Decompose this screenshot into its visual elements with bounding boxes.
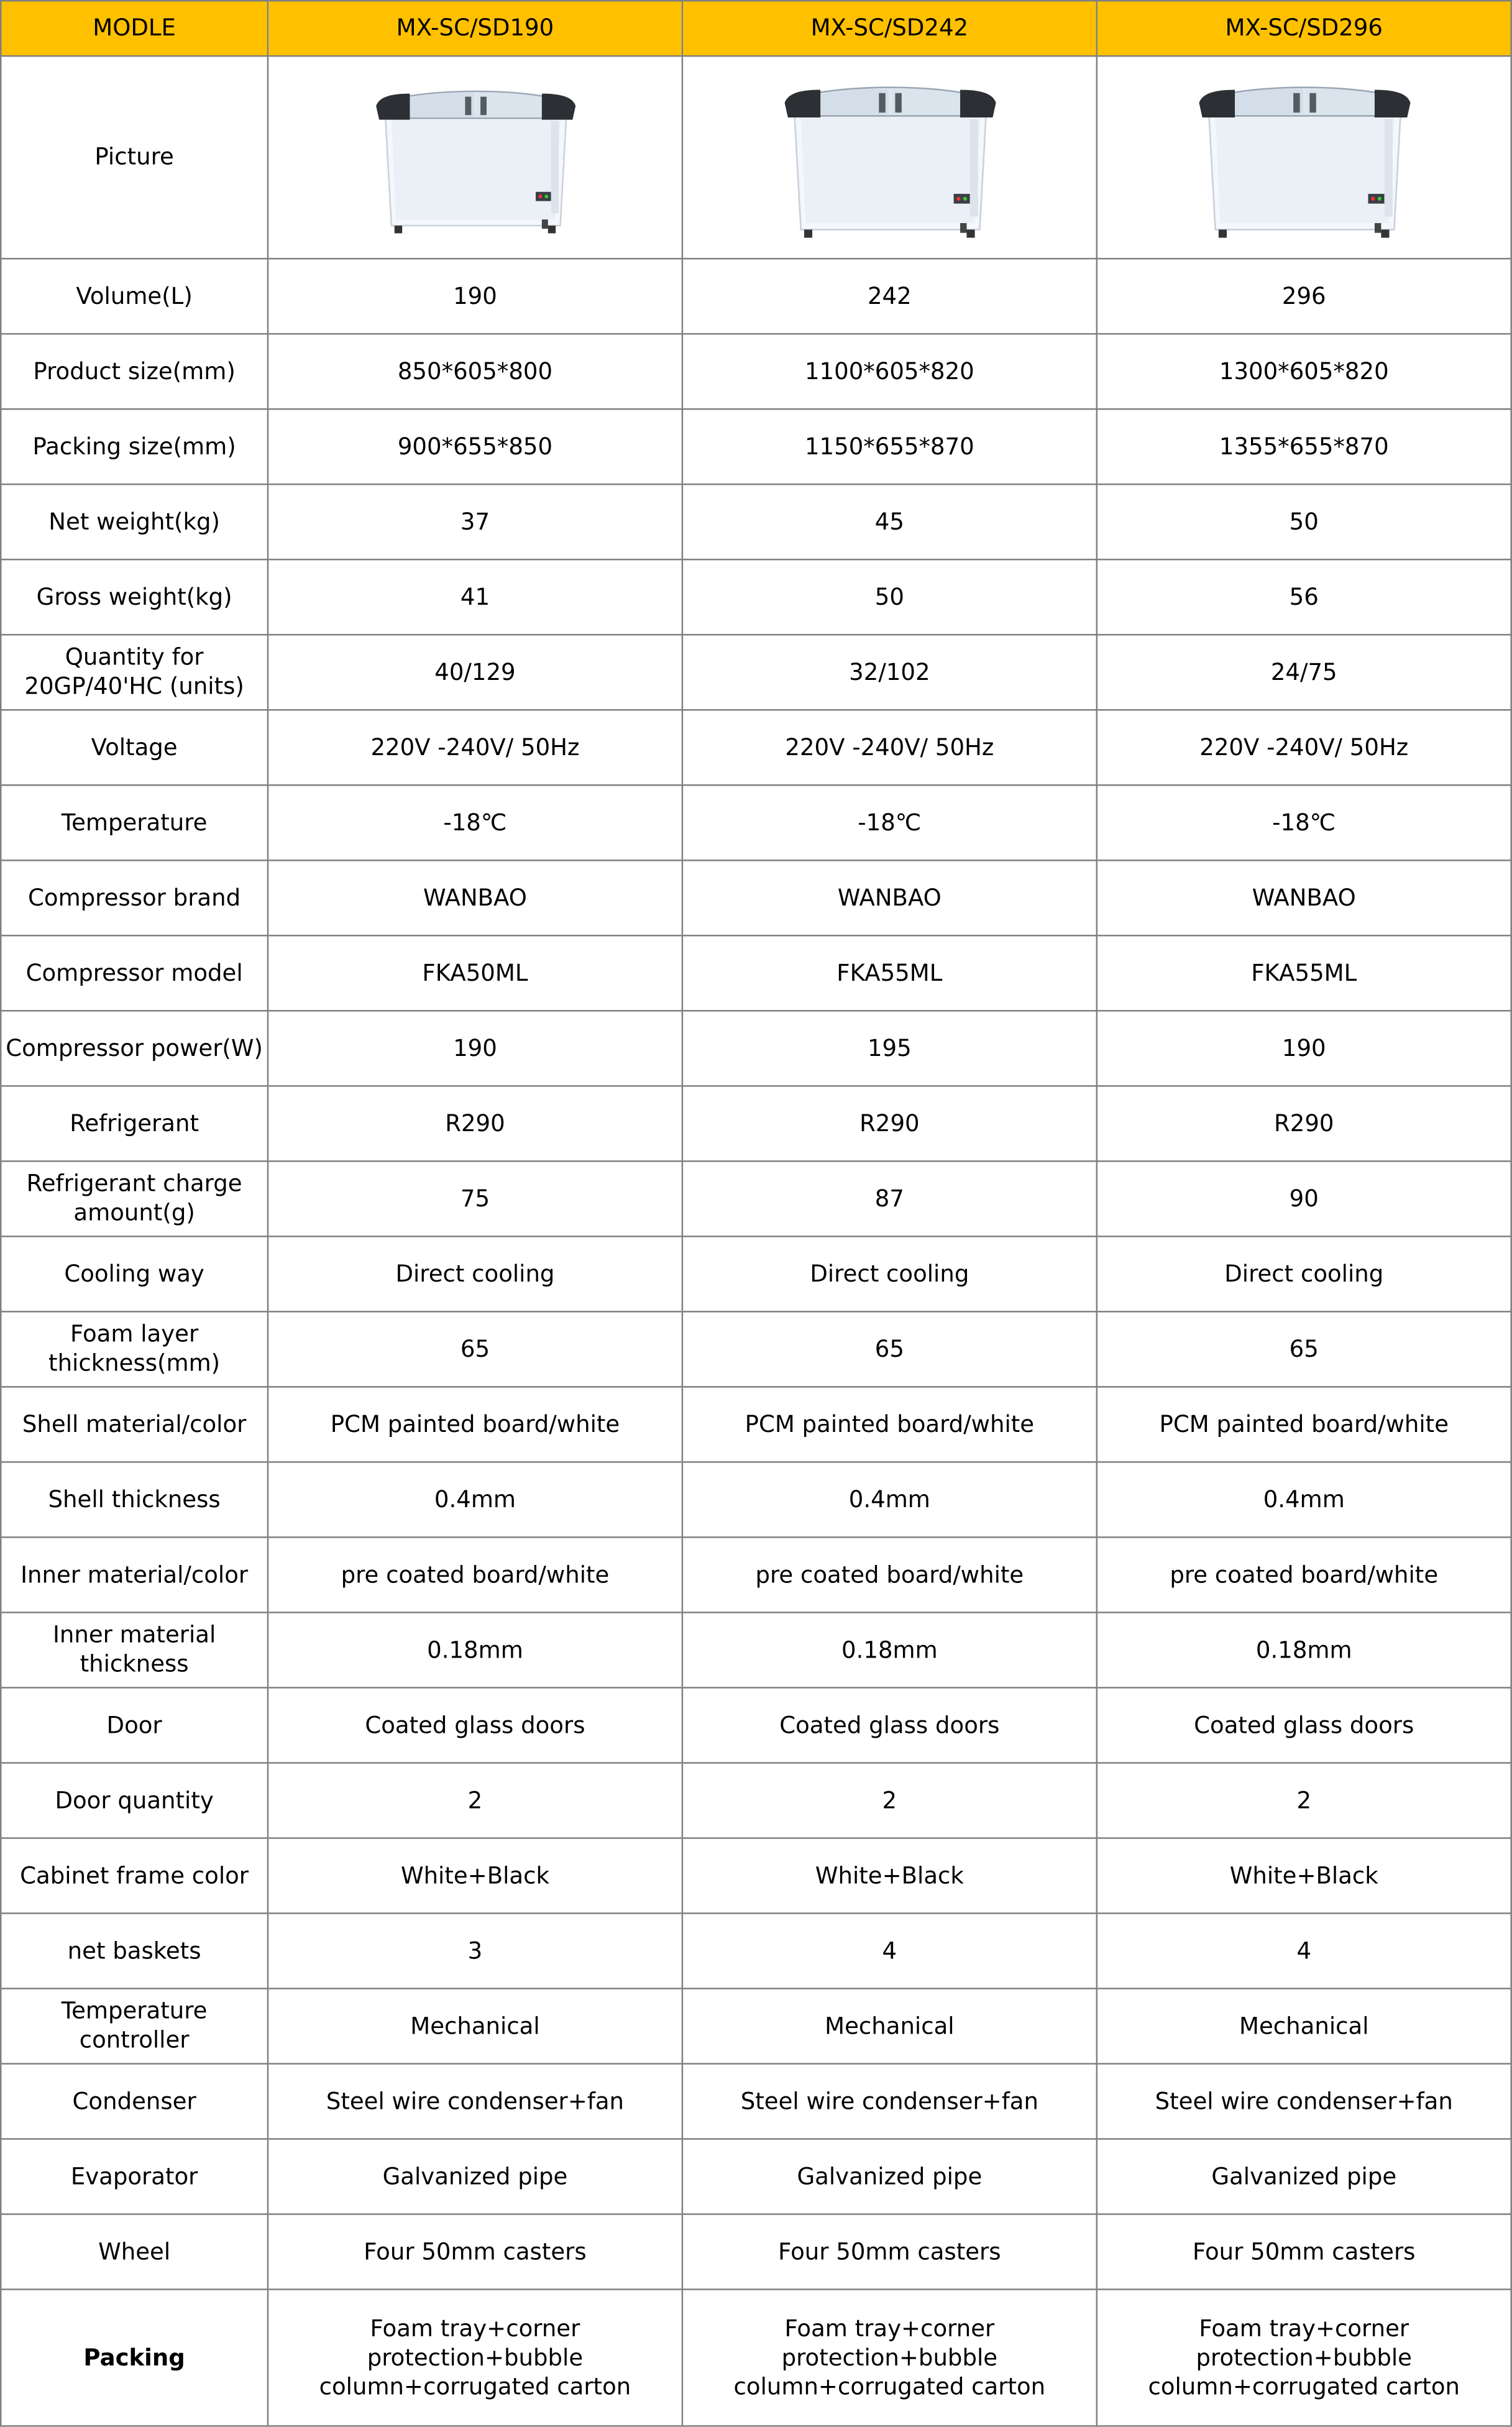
spec-label: Shell thickness: [48, 1485, 221, 1513]
spec-value-cell: [268, 1161, 682, 1236]
spec-value-cell: [268, 1011, 682, 1086]
spec-value-cell: [268, 2064, 682, 2139]
spec-value-cell: [682, 1011, 1097, 1086]
spec-value: 37: [460, 507, 490, 535]
spec-row: [1, 409, 1511, 484]
spec-value: Galvanized pipe: [797, 2162, 983, 2190]
picture-cell: [682, 56, 1097, 259]
spec-value: R290: [859, 1109, 920, 1137]
spec-row: [1, 2139, 1511, 2214]
spec-value: 24/75: [1270, 658, 1337, 686]
spec-value-cell: [1097, 1086, 1511, 1161]
spec-value: 190: [1281, 1034, 1326, 1062]
spec-label-cell: [1, 1161, 268, 1236]
spec-label: Volume(L): [76, 282, 193, 310]
spec-value: 1150*655*870: [804, 432, 974, 460]
spec-label-cell: [1, 1612, 268, 1687]
spec-row: [1, 559, 1511, 635]
spec-value-cell: [682, 334, 1097, 409]
spec-value: PCM painted board/white: [330, 1410, 620, 1438]
spec-label: Cabinet frame color: [20, 1861, 249, 1889]
spec-value: 90: [1289, 1184, 1319, 1212]
spec-label-cell: [1, 1537, 268, 1612]
spec-value: 4: [882, 1936, 897, 1964]
spec-value: 87: [874, 1184, 904, 1212]
spec-value: FKA55ML: [836, 958, 943, 986]
spec-label-cell: [1, 2139, 268, 2214]
spec-value-cell: [268, 1537, 682, 1612]
spec-value-cell: [682, 1161, 1097, 1236]
spec-row: [1, 1838, 1511, 1913]
spec-value-cell: [1097, 1311, 1511, 1387]
packing-value-cell: [268, 2290, 682, 2426]
spec-value: -18℃: [858, 808, 922, 836]
spec-value-cell: [682, 484, 1097, 559]
spec-value-cell: [268, 484, 682, 559]
spec-value: 1355*655*870: [1219, 432, 1389, 460]
model-name: MX-SC/SD242: [810, 14, 969, 42]
header-row: [1, 1, 1511, 56]
spec-row: [1, 1612, 1511, 1687]
spec-label: Inner material/color: [21, 1560, 249, 1588]
spec-value-cell: [1097, 1988, 1511, 2063]
spec-value-cell: [682, 1086, 1097, 1161]
spec-row: [1, 1763, 1511, 1838]
spec-value: Mechanical: [1239, 2011, 1369, 2039]
spec-value: Mechanical: [825, 2011, 955, 2039]
spec-value: 1100*605*820: [804, 357, 974, 385]
spec-label: Condenser: [72, 2086, 196, 2115]
picture-cell: [1097, 56, 1511, 259]
spec-label: Packing size(mm): [32, 432, 236, 460]
spec-value: Coated glass doors: [365, 1710, 585, 1738]
spec-label-cell: [1, 2214, 268, 2290]
spec-value: 190: [453, 1034, 497, 1062]
picture-cell: [268, 56, 682, 259]
spec-label-cell: [1, 334, 268, 409]
spec-value: Galvanized pipe: [382, 2162, 568, 2190]
spec-label: Temperature: [61, 808, 208, 836]
spec-value-cell: [1097, 710, 1511, 785]
spec-row: [1, 1161, 1511, 1236]
spec-value-cell: [268, 1086, 682, 1161]
spec-label: Product size(mm): [33, 357, 236, 385]
spec-row: [1, 935, 1511, 1011]
chest-freezer-image: [779, 61, 1001, 254]
spec-value: WANBAO: [423, 883, 527, 911]
spec-value: Coated glass doors: [1194, 1710, 1414, 1738]
packing-value: Foam tray+corner protection+bubble column+corrugated carton: [1148, 2314, 1460, 2400]
spec-value-cell: [1097, 1838, 1511, 1913]
spec-value: 220V -240V/ 50Hz: [1199, 733, 1409, 761]
spec-row: [1, 1913, 1511, 1988]
header-label-cell: [1, 1, 268, 56]
spec-row: [1, 1086, 1511, 1161]
spec-value-cell: [268, 635, 682, 710]
packing-label: Packing: [83, 2342, 185, 2371]
spec-value: 850*605*800: [397, 357, 553, 385]
spec-value-cell: [268, 259, 682, 334]
spec-value-cell: [268, 1763, 682, 1838]
spec-label-cell: [1, 409, 268, 484]
spec-value: Four 50mm casters: [364, 2237, 587, 2265]
spec-value-cell: [1097, 484, 1511, 559]
spec-value: 2: [467, 1786, 483, 1814]
spec-value: Steel wire condenser+fan: [326, 2086, 625, 2115]
spec-value-cell: [268, 935, 682, 1011]
spec-value: 65: [460, 1334, 490, 1362]
packing-row: [1, 2290, 1511, 2426]
spec-value: R290: [445, 1109, 505, 1137]
spec-label-cell: [1, 785, 268, 860]
spec-value: 0.18mm: [1255, 1635, 1352, 1663]
spec-value: Steel wire condenser+fan: [1155, 2086, 1453, 2115]
spec-value: PCM painted board/white: [1159, 1410, 1449, 1438]
spec-value-cell: [268, 1988, 682, 2063]
spec-value: Mechanical: [410, 2011, 540, 2039]
spec-value-cell: [682, 1462, 1097, 1537]
spec-value-cell: [1097, 935, 1511, 1011]
spec-value-cell: [1097, 2139, 1511, 2214]
spec-value-cell: [268, 1387, 682, 1462]
packing-value: Foam tray+corner protection+bubble column+corrugated carton: [319, 2314, 631, 2400]
spec-label: Temperature controller: [61, 1997, 208, 2054]
spec-label-cell: [1, 935, 268, 1011]
spec-label-cell: [1, 559, 268, 635]
spec-value-cell: [1097, 785, 1511, 860]
spec-value: 41: [460, 582, 490, 610]
spec-row: [1, 1311, 1511, 1387]
spec-value: 40/129: [434, 658, 516, 686]
spec-row: [1, 1687, 1511, 1763]
spec-value-cell: [268, 2214, 682, 2290]
spec-value-cell: [268, 860, 682, 935]
spec-value: Four 50mm casters: [778, 2237, 1001, 2265]
spec-value-cell: [1097, 334, 1511, 409]
spec-label-cell: [1, 259, 268, 334]
spec-value: 900*655*850: [397, 432, 553, 460]
spec-value-cell: [1097, 1387, 1511, 1462]
spec-value-cell: [268, 1913, 682, 1988]
spec-value: WANBAO: [1252, 883, 1356, 911]
spec-value-cell: [682, 1838, 1097, 1913]
spec-value: White+Black: [815, 1861, 964, 1889]
spec-row: [1, 2214, 1511, 2290]
spec-value: White+Black: [1229, 1861, 1378, 1889]
spec-value-cell: [268, 785, 682, 860]
spec-value-cell: [1097, 259, 1511, 334]
spec-value: White+Black: [400, 1861, 549, 1889]
spec-row: [1, 710, 1511, 785]
spec-label-cell: [1, 484, 268, 559]
picture-label: Picture: [94, 142, 174, 171]
spec-value: Direct cooling: [395, 1259, 555, 1287]
spec-value: Four 50mm casters: [1192, 2237, 1416, 2265]
picture-row: [1, 56, 1511, 259]
spec-value-cell: [1097, 1011, 1511, 1086]
spec-label: Shell material/color: [22, 1410, 247, 1438]
spec-value-cell: [682, 1387, 1097, 1462]
spec-label: Quantity for 20GP/40'HC (units): [24, 643, 244, 700]
spec-label-cell: [1, 1988, 268, 2063]
spec-value-cell: [1097, 2064, 1511, 2139]
spec-value: 0.4mm: [848, 1485, 930, 1513]
spec-row: [1, 635, 1511, 710]
spec-row: [1, 860, 1511, 935]
spec-value: 45: [874, 507, 904, 535]
spec-value: R290: [1274, 1109, 1334, 1137]
spec-label: Foam layer thickness(mm): [48, 1319, 221, 1377]
spec-value-cell: [682, 2214, 1097, 2290]
spec-value-cell: [1097, 1161, 1511, 1236]
spec-row: [1, 1387, 1511, 1462]
spec-value-cell: [1097, 1687, 1511, 1763]
spec-value-cell: [682, 1687, 1097, 1763]
spec-label: Compressor model: [25, 958, 243, 986]
spec-label-cell: [1, 860, 268, 935]
spec-value-cell: [268, 559, 682, 635]
spec-value-cell: [1097, 1913, 1511, 1988]
spec-row: [1, 1988, 1511, 2063]
spec-label-cell: [1, 1011, 268, 1086]
spec-value-cell: [682, 1236, 1097, 1311]
spec-value-cell: [268, 1612, 682, 1687]
spec-label-cell: [1, 2064, 268, 2139]
spec-value-cell: [1097, 559, 1511, 635]
chest-freezer-image: [1193, 61, 1414, 254]
spec-row: [1, 1011, 1511, 1086]
spec-row: [1, 1537, 1511, 1612]
spec-value: 0.4mm: [434, 1485, 516, 1513]
spec-value: pre coated board/white: [755, 1560, 1024, 1588]
spec-value-cell: [268, 1838, 682, 1913]
spec-value: 242: [867, 282, 912, 310]
spec-value: 195: [867, 1034, 912, 1062]
header-model-cell: [268, 1, 682, 56]
spec-value-cell: [682, 1311, 1097, 1387]
spec-value-cell: [682, 1763, 1097, 1838]
spec-value-cell: [268, 1311, 682, 1387]
picture-label-cell: [1, 56, 268, 259]
spec-value: Steel wire condenser+fan: [740, 2086, 1038, 2115]
spec-value: Direct cooling: [810, 1259, 969, 1287]
spec-value-cell: [682, 1537, 1097, 1612]
spec-value-cell: [268, 1462, 682, 1537]
spec-value: Direct cooling: [1224, 1259, 1384, 1287]
spec-value: 50: [874, 582, 904, 610]
spec-value-cell: [682, 1988, 1097, 2063]
spec-value: 296: [1281, 282, 1326, 310]
spec-value: FKA50ML: [422, 958, 528, 986]
spec-value: 0.18mm: [841, 1635, 938, 1663]
header-model-cell: [682, 1, 1097, 56]
spec-value-cell: [682, 785, 1097, 860]
packing-value-cell: [682, 2290, 1097, 2426]
spec-value-cell: [268, 409, 682, 484]
spec-label: Refrigerant charge amount(g): [26, 1169, 242, 1227]
spec-label: Net weight(kg): [48, 507, 220, 535]
spec-label: Door: [106, 1710, 162, 1738]
spec-value: WANBAO: [837, 883, 942, 911]
spec-value: 2: [882, 1786, 897, 1814]
packing-label-cell: [1, 2290, 268, 2426]
spec-value-cell: [682, 1913, 1097, 1988]
spec-value: 75: [460, 1184, 490, 1212]
spec-label-cell: [1, 1387, 268, 1462]
header-model-cell: [1097, 1, 1511, 56]
spec-label: net baskets: [67, 1936, 201, 1964]
spec-label: Cooling way: [64, 1259, 204, 1287]
spec-value: -18℃: [1272, 808, 1336, 836]
spec-value: 220V -240V/ 50Hz: [785, 733, 994, 761]
spec-value: 56: [1289, 582, 1319, 610]
spec-value: PCM painted board/white: [745, 1410, 1035, 1438]
spec-value: 3: [467, 1936, 483, 1964]
spec-value-cell: [1097, 635, 1511, 710]
spec-value: 4: [1296, 1936, 1312, 1964]
spec-value: 65: [1289, 1334, 1319, 1362]
spec-value: 220V -240V/ 50Hz: [370, 733, 580, 761]
spec-value-cell: [268, 2139, 682, 2214]
spec-label: Compressor power(W): [6, 1034, 263, 1062]
spec-value-cell: [1097, 1236, 1511, 1311]
spec-value: pre coated board/white: [341, 1560, 610, 1588]
spec-value-cell: [1097, 1537, 1511, 1612]
spec-label-cell: [1, 1763, 268, 1838]
spec-label-cell: [1, 635, 268, 710]
spec-value-cell: [682, 2064, 1097, 2139]
spec-value-cell: [682, 860, 1097, 935]
spec-label-cell: [1, 1311, 268, 1387]
spec-value-cell: [682, 409, 1097, 484]
spec-value: 0.18mm: [427, 1635, 523, 1663]
spec-value-cell: [1097, 409, 1511, 484]
packing-value-cell: [1097, 2290, 1511, 2426]
spec-value: Galvanized pipe: [1211, 2162, 1397, 2190]
spec-label: Compressor brand: [28, 883, 241, 911]
packing-value: Foam tray+corner protection+bubble column+corrugated carton: [733, 2314, 1046, 2400]
spec-value: -18℃: [443, 808, 507, 836]
spec-value: 32/102: [849, 658, 930, 686]
spec-value: pre coated board/white: [1170, 1560, 1439, 1588]
spec-value-cell: [1097, 1612, 1511, 1687]
spec-value-cell: [682, 710, 1097, 785]
spec-value: 65: [874, 1334, 904, 1362]
spec-row: [1, 334, 1511, 409]
spec-value: 1300*605*820: [1219, 357, 1389, 385]
header-label: MODLE: [93, 14, 176, 42]
spec-value: FKA55ML: [1251, 958, 1357, 986]
spec-label: Door quantity: [55, 1786, 214, 1814]
spec-value: 190: [453, 282, 497, 310]
chest-freezer-image: [371, 67, 580, 247]
spec-row: [1, 785, 1511, 860]
spec-label-cell: [1, 1838, 268, 1913]
model-name: MX-SC/SD190: [396, 14, 554, 42]
spec-row: [1, 259, 1511, 334]
spec-label-cell: [1, 1462, 268, 1537]
model-name: MX-SC/SD296: [1225, 14, 1383, 42]
spec-row: [1, 1236, 1511, 1311]
spec-value: 2: [1296, 1786, 1312, 1814]
spec-value-cell: [682, 635, 1097, 710]
spec-value-cell: [268, 1236, 682, 1311]
spec-label: Voltage: [91, 733, 178, 761]
spec-value-cell: [268, 334, 682, 409]
spec-value-cell: [1097, 860, 1511, 935]
spec-value: Coated glass doors: [779, 1710, 1000, 1738]
spec-label: Inner material thickness: [52, 1621, 216, 1678]
spec-value-cell: [1097, 2214, 1511, 2290]
spec-value-cell: [682, 1612, 1097, 1687]
spec-label-cell: [1, 1913, 268, 1988]
spec-value: 50: [1289, 507, 1319, 535]
spec-value-cell: [1097, 1763, 1511, 1838]
spec-label-cell: [1, 1236, 268, 1311]
spec-label: Refrigerant: [70, 1109, 199, 1137]
spec-label-cell: [1, 1086, 268, 1161]
spec-value-cell: [682, 559, 1097, 635]
spec-row: [1, 1462, 1511, 1537]
spec-value-cell: [682, 935, 1097, 1011]
spec-value-cell: [682, 259, 1097, 334]
spec-row: [1, 2064, 1511, 2139]
spec-value-cell: [268, 1687, 682, 1763]
spec-label: Evaporator: [70, 2162, 198, 2190]
spec-label: Gross weight(kg): [36, 582, 232, 610]
spec-label-cell: [1, 1687, 268, 1763]
spec-value: 0.4mm: [1263, 1485, 1345, 1513]
spec-value-cell: [1097, 1462, 1511, 1537]
spec-label: Wheel: [98, 2237, 171, 2265]
spec-value-cell: [682, 2139, 1097, 2214]
spec-label-cell: [1, 710, 268, 785]
spec-value-cell: [268, 710, 682, 785]
spec-row: [1, 484, 1511, 559]
